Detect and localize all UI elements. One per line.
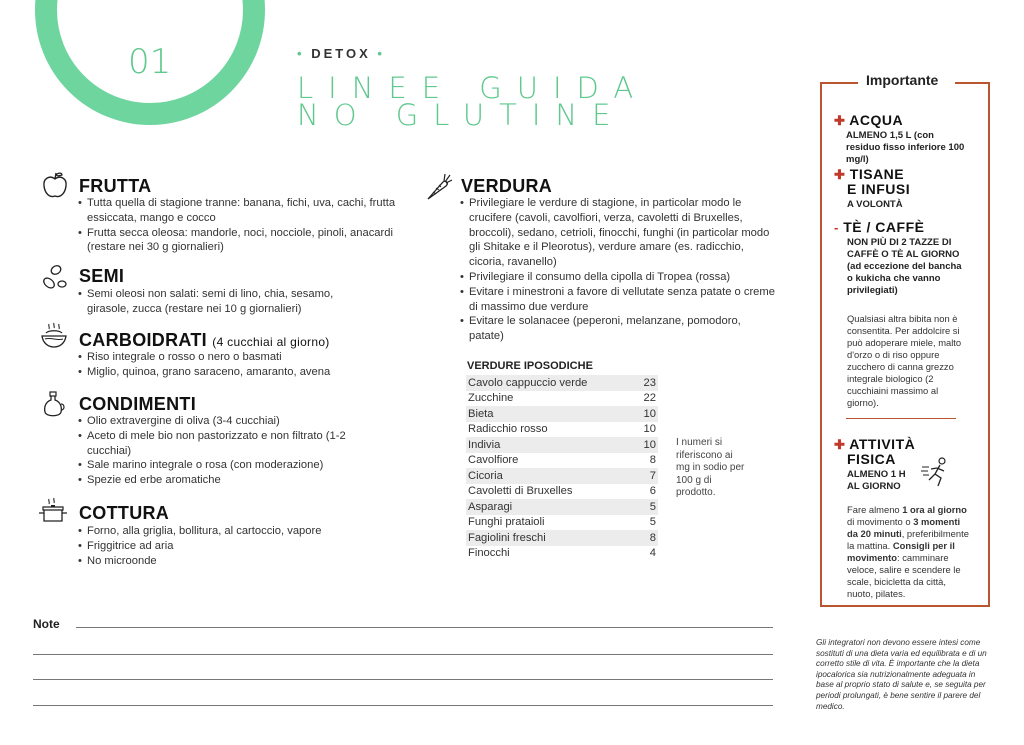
table-cell-name: Asparagi (466, 499, 634, 515)
acqua-block (834, 113, 984, 166)
attivita-para-a: Fare almeno (847, 504, 903, 515)
te-paragraph: Qualsiasi altra bibita non è consentita. Per addolcire si può adoperare miele, malto d'orzo o di riso oppure zucchero di canna grezzo integrale biologico (2 cucchiaini massimo al giorno). (847, 313, 962, 408)
sodium-table (466, 375, 658, 561)
te-text: NON PIÙ DI 2 TAZZE DI CAFFÈ O TÈ AL GIORNO (ad eccezione del bancha o kukicha che vanno privilegiati) (847, 237, 962, 296)
table-cell-value: 10 (634, 406, 658, 422)
tisane-block (834, 167, 984, 211)
carboidrati-list (78, 350, 388, 380)
list-item: • Forno, alla griglia, bollitura, al cartoccio, vapore (78, 524, 388, 539)
condimenti-list (78, 414, 388, 488)
table-cell-value: 10 (643, 423, 656, 436)
tisane-title-1: TISANE (849, 166, 905, 182)
kicker: • DETOX • (297, 46, 385, 61)
list-item: • Evitare le solanacee (peperoni, melanzane, pomodoro, patate) (460, 314, 778, 344)
attivita-para-b: 1 ora al giorno (902, 504, 967, 515)
pasta-bowl-icon (39, 320, 69, 350)
table-row (466, 546, 658, 562)
running-icon (920, 455, 954, 489)
table-cell-value: 5 (649, 516, 656, 529)
list-item: • Sale marino integrale o rosa (con moderazione) (78, 458, 388, 473)
table-cell-name: Cicoria (466, 468, 634, 484)
carboidrati-title: CARBOIDRATI (79, 330, 207, 350)
attivita-para-d: 3 momenti da 20 minuti (847, 516, 961, 539)
page-number: 01 (128, 42, 172, 82)
attivita-text-2: AL GIORNO (847, 481, 901, 492)
te-title: TÈ / CAFFÈ (843, 219, 925, 235)
table-row (466, 484, 658, 500)
attivita-text-1: ALMENO 1 H (847, 469, 906, 480)
list-item: • Semi oleosi non salati: semi di lino, chia, sesamo, girasole, zucca (restare nei 10 g giornalieri) (78, 287, 378, 317)
cooking-pot-icon (38, 497, 68, 527)
note-line[interactable] (33, 679, 773, 680)
oil-bottle-icon (39, 390, 69, 420)
table-cell-value: 8 (649, 454, 656, 467)
table-row (466, 453, 658, 469)
table-row (466, 499, 658, 515)
attivita-title-1: ATTIVITÀ (849, 436, 916, 452)
note-label: Note (33, 617, 60, 631)
tisane-text: A VOLONTÀ (847, 199, 903, 210)
list-item: • Tutta quella di stagione tranne: banana, fichi, uva, cachi, frutta essiccata, mango e cocco (78, 196, 396, 226)
attivita-para-e: , preferibilmente la mattina. (847, 528, 969, 551)
table-row (466, 437, 658, 453)
table-cell-value: 5 (634, 499, 658, 515)
list-item: • Olio extravergine di oliva (3-4 cucchiai) (78, 414, 388, 429)
note-line[interactable] (33, 705, 773, 706)
table-title: VERDURE IPOSODICHE (467, 360, 593, 372)
frutta-list (78, 196, 396, 255)
semi-list (78, 287, 378, 317)
table-cell-name: Radicchio rosso (468, 423, 548, 436)
table-cell-name: Funghi prataioli (468, 516, 545, 529)
attivita-paragraph (847, 504, 972, 600)
list-item: • Frutta secca oleosa: mandorle, noci, nocciole, pinoli, anacardi (restare nei 30 g giornalieri) (78, 226, 396, 256)
table-cell-value: 8 (634, 530, 658, 546)
attivita-block (834, 437, 984, 493)
list-item: • Riso integrale o rosso o nero o basmati (78, 350, 388, 365)
acqua-text: ALMENO 1,5 L (con residuo fisso inferiore 100 mg/l) (846, 130, 965, 165)
plus-icon: ✚ (834, 113, 846, 128)
table-cell-value: 7 (634, 468, 658, 484)
table-note: I numeri si riferiscono ai mg in sodio per 100 g di prodotto. (676, 437, 745, 499)
attivita-para-g: : camminare veloce, salire e scendere le scale, bicicletta da città, nuoto, pilates. (847, 552, 961, 599)
sidebar-heading: Importante (866, 72, 939, 88)
plus-icon: ✚ (834, 167, 846, 182)
table-cell-name: Fagiolini freschi (466, 530, 634, 546)
table-cell-value: 23 (634, 375, 658, 391)
carboidrati-subtitle: (4 cucchiai al giorno) (212, 335, 330, 349)
table-row (466, 422, 658, 438)
note-line[interactable] (33, 654, 773, 655)
verdura-list (460, 196, 778, 344)
plus-icon: ✚ (834, 437, 846, 452)
table-cell-name: Cavolo cappuccio verde (466, 375, 634, 391)
sidebar-divider (846, 418, 956, 419)
carrot-icon (424, 172, 454, 202)
table-row (466, 406, 658, 422)
attivita-para-c: di movimento o (847, 516, 914, 527)
section-title-cottura: COTTURA (79, 503, 170, 523)
table-row (466, 530, 658, 546)
list-item: • Miglio, quinoa, grano saraceno, amaranto, avena (78, 365, 388, 380)
section-title-semi: SEMI (79, 266, 125, 286)
table-cell-value: 6 (649, 485, 656, 498)
table-cell-value: 4 (649, 547, 656, 560)
table-row (466, 468, 658, 484)
tisane-title-2: E INFUSI (847, 181, 911, 197)
note-line[interactable] (76, 627, 773, 628)
te-block: - TÈ / CAFFÈ NON PIÙ DI 2 TAZZE DI CAFFÈ O TÈ AL GIORNO (ad eccezione del bancha o kukicha che vanno privilegiati) (834, 219, 962, 296)
table-cell-value: 10 (634, 437, 658, 453)
list-item: • Spezie ed erbe aromatiche (78, 473, 388, 488)
list-item: • No microonde (78, 554, 388, 569)
table-row (466, 391, 658, 407)
section-title-frutta: FRUTTA (79, 176, 152, 196)
disclaimer: Gli integratori non devono essere intesi come sostituti di una dieta varia ed equilibrata e di un corretto stile di vita. È importante che la dieta ipocalorica sia nutrizionalmente adeguata in base al proprio stato di salute e, se seguita per periodi prolungati, è bene sentire il parere del medico. (816, 638, 987, 711)
page-title-line2: NO GLUTINE (297, 98, 626, 132)
list-item: • Privilegiare il consumo della cipolla di Tropea (rossa) (460, 270, 778, 285)
list-item: • Friggitrice ad aria (78, 539, 388, 554)
table-cell-name: Cavoletti di Bruxelles (468, 485, 573, 498)
table-cell-name: Zucchine (468, 392, 514, 405)
table-cell-name: Bieta (466, 406, 634, 422)
page-title-line1: LINEE GUIDA (297, 71, 649, 105)
attivita-para-f: Consigli per il movimento (847, 540, 955, 563)
section-title-carboidrati (79, 330, 330, 351)
list-item: • Evitare i minestroni a favore di vellutate senza patate o creme di massimo due verdure (460, 285, 778, 315)
acqua-title: ACQUA (849, 112, 904, 128)
seeds-icon (40, 262, 70, 292)
apple-icon (40, 170, 70, 200)
table-cell-value: 22 (643, 392, 656, 405)
table-cell-name: Indivia (466, 437, 634, 453)
attivita-title-2: FISICA (847, 451, 896, 467)
cottura-list (78, 524, 388, 568)
list-item: • Aceto di mele bio non pastorizzato e non filtrato (1-2 cucchiai) (78, 429, 388, 459)
sidebar-border-top-right (955, 82, 990, 84)
table-row (466, 375, 658, 391)
section-title-verdura: VERDURA (461, 176, 553, 196)
table-cell-name: Cavolfiore (468, 454, 519, 467)
table-cell-name: Finocchi (468, 547, 510, 560)
kicker-text: DETOX (311, 46, 371, 61)
section-title-condimenti: CONDIMENTI (79, 394, 196, 414)
list-item: • Privilegiare le verdure di stagione, in particolar modo le crucifere (cavoli, cavolfiori, verza, cavoletti di Bruxelles, broccoli), sedano, cetrioli, finocchi, funghi (in particolar modo gli Shitake e il Pleorotus), verdure amare (es. radicchio, cicoria, ravanello) (460, 196, 778, 270)
sidebar-border-top-left (820, 82, 858, 84)
table-row (466, 515, 658, 531)
